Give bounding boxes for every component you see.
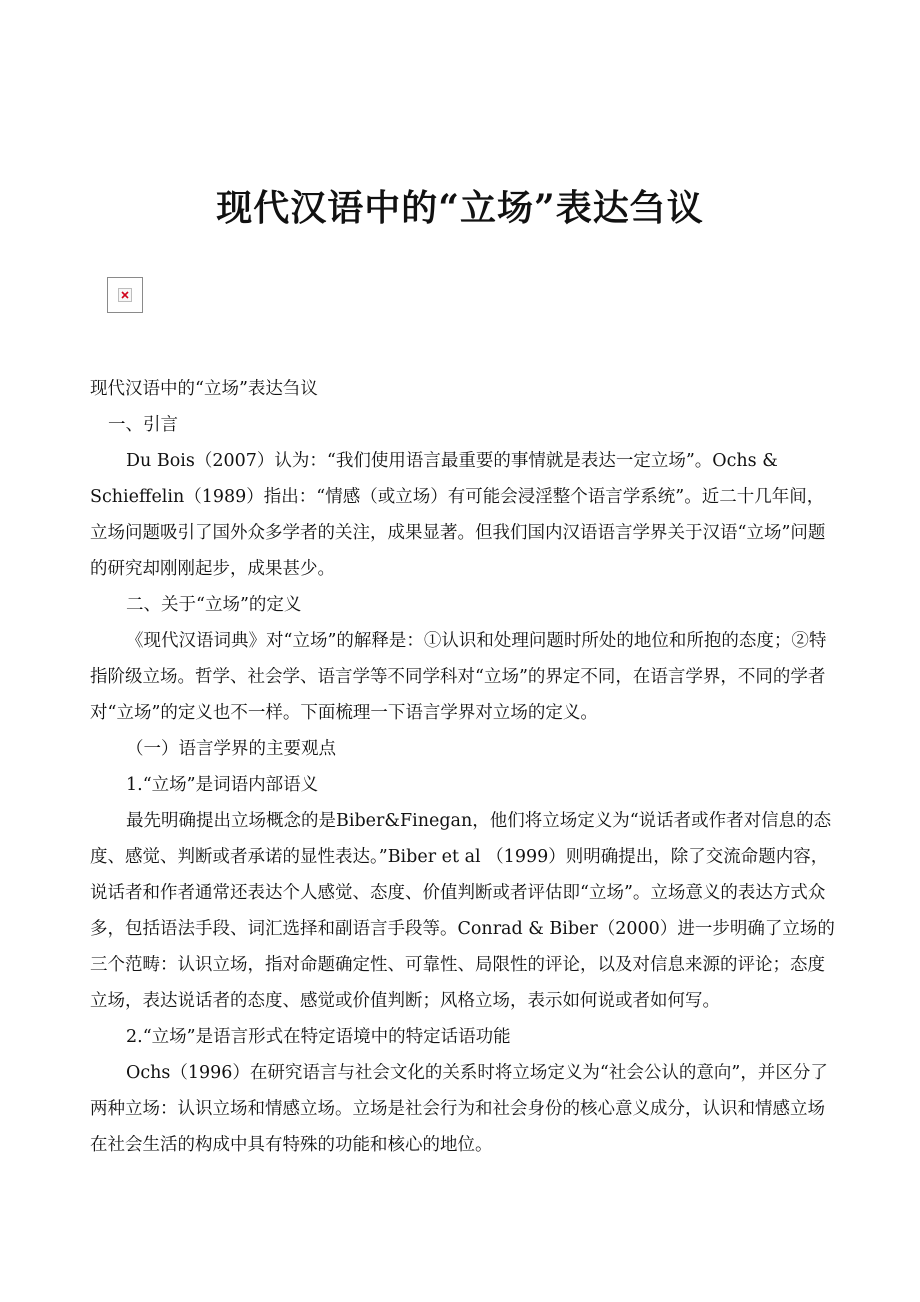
body-paragraph: Ochs（1996）在研究语言与社会文化的关系时将立场定义为“社会公认的意向”，并区分了两种立场：认识立场和情感立场。立场是社会行为和社会身份的核心意义成分，认识和情感立场在社会生活的构成中具有特殊的功能和核心的地位。 [90, 1063, 828, 1155]
body-paragraph: 最先明确提出立场概念的是Biber&Finegan，他们将立场定义为“说话者或作者对信息的态度、感觉、判断或者承诺的显性表达。”Biber et al （1999）则明确提出，除了交流命题内容，说话者和作者通常还表达个人感觉、态度、价值判断或者评估即“立场”。立场意义的表达方式众多，包括语法手段、词汇选择和副语言手段等。Conrad & Biber（2000）进一步明确了立场的三个范畴：认识立场，指对命题确定性、可靠性、局限性的评论，以及对信息来源的评论；态度立场，表达说话者的态度、感觉或价值判断；风格立场，表示如何说或者如何写。 [90, 811, 835, 1011]
subtitle-paragraph: 现代汉语中的“立场”表达刍议 [90, 379, 318, 399]
document-body [90, 371, 838, 1163]
point-heading: 2.“立场”是语言形式在特定语境中的特定话语功能 [126, 1027, 511, 1047]
point-heading: 1.“立场”是词语内部语义 [126, 775, 319, 795]
broken-image-icon [118, 288, 132, 302]
body-paragraph: 《现代汉语词典》对“立场”的解释是：①认识和处理问题时所处的地位和所抱的态度；②特指阶级立场。哲学、社会学、语言学等不同学科对“立场”的界定不同，在语言学界，不同的学者对“立场”的定义也不一样。下面梳理一下语言学界对立场的定义。 [90, 631, 827, 723]
body-paragraph: Du Bois（2007）认为：“我们使用语言最重要的事情就是表达一定立场”。Ochs & Schieffelin（1989）指出：“情感（或立场）有可能会浸淫整个语言学系统”。近二十几年间，立场问题吸引了国外众多学者的关注，成果显著。但我们国内汉语语言学界关于汉语“立场”问题的研究却刚刚起步，成果甚少。 [90, 451, 826, 579]
section-heading-definition: 二、关于“立场”的定义 [126, 595, 302, 615]
image-placeholder [107, 277, 143, 313]
subsection-heading: （一）语言学界的主要观点 [126, 739, 336, 759]
section-heading-introduction: 一、引言 [108, 415, 178, 435]
document-title: 现代汉语中的“立场”表达刍议 [216, 187, 704, 229]
